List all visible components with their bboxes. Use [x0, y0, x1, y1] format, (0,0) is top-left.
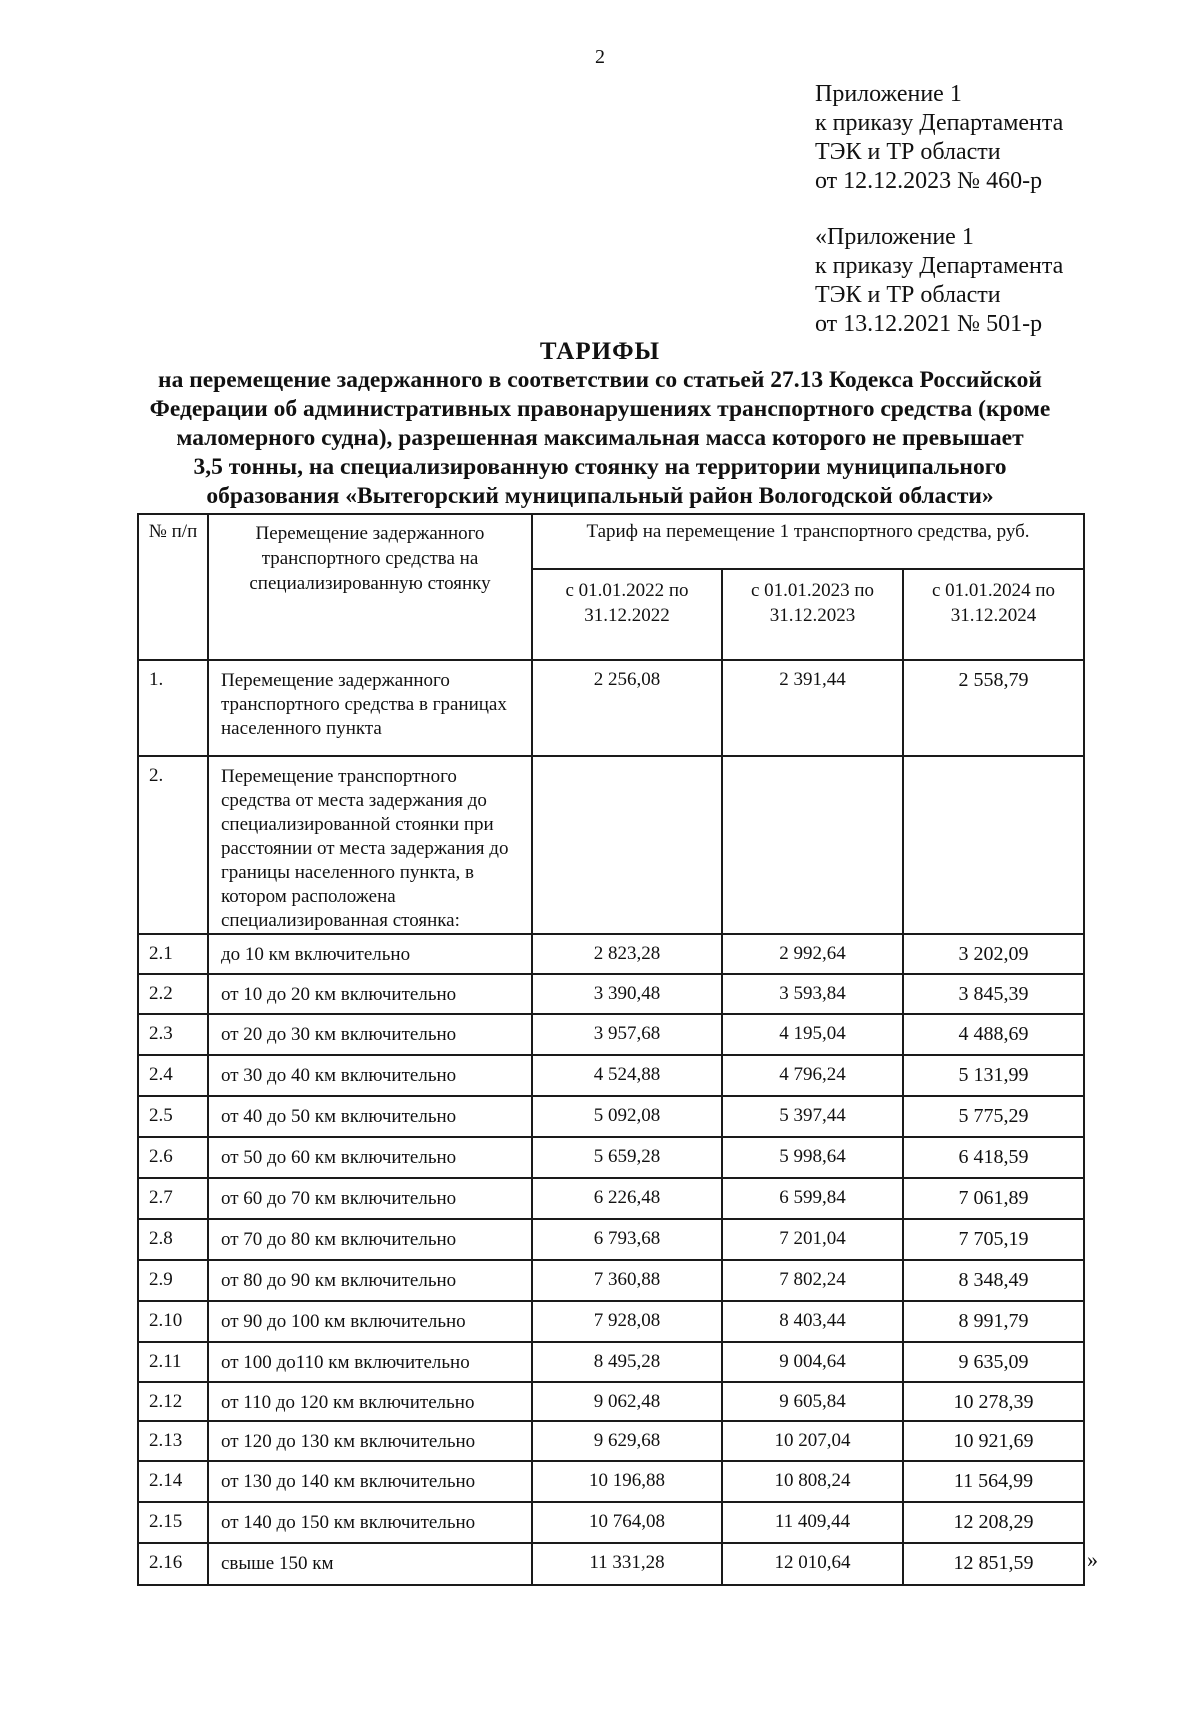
tariff-2023-cell: 9 004,64: [722, 1342, 903, 1382]
row-num-cell: 2.3: [138, 1014, 208, 1055]
tariff-2024-cell: 8 348,49: [903, 1260, 1084, 1301]
appendix-line: ТЭК и ТР области: [815, 282, 1001, 308]
row-description-cell: от 10 до 20 км включительно: [208, 974, 532, 1014]
tariff-2023-cell: 2 391,44: [722, 660, 903, 756]
row-num-cell: 2.8: [138, 1219, 208, 1260]
document-title: ТАРИФЫ: [539, 338, 661, 365]
tariff-2024-cell: 12 208,29: [903, 1502, 1084, 1543]
row-description-cell: от 40 до 50 км включительно: [208, 1096, 532, 1137]
table-row: [138, 1178, 1084, 1219]
subtitle-line: 3,5 тонны, на специализированную стоянку на территории муниципального: [193, 454, 1007, 480]
row-description-cell: от 70 до 80 км включительно: [208, 1219, 532, 1260]
row-description-cell: от 130 до 140 км включительно: [208, 1461, 532, 1502]
table-row: [138, 1219, 1084, 1260]
header-description: Перемещение задержанного транспортного средства на специализированную стоянку: [208, 514, 532, 660]
row-description-cell: Перемещение задержанного транспортного средства в границах населенного пункта: [208, 660, 532, 756]
tariff-2024-cell: 5 775,29: [903, 1096, 1084, 1137]
table-row: [138, 1502, 1084, 1543]
row-description-cell: свыше 150 км: [208, 1543, 532, 1585]
closing-quote: »: [1087, 1547, 1098, 1572]
row-description-cell: от 120 до 130 км включительно: [208, 1421, 532, 1461]
table-row: [138, 1543, 1084, 1585]
tariff-2022-cell: 10 196,88: [532, 1461, 722, 1502]
tariff-2024-cell: 12 851,59: [903, 1543, 1084, 1585]
tariff-2023-cell: 10 808,24: [722, 1461, 903, 1502]
appendix-line: «Приложение 1: [815, 224, 974, 250]
row-num-cell: 2.11: [138, 1342, 208, 1382]
row-description-cell: от 60 до 70 км включительно: [208, 1178, 532, 1219]
document-subtitle: [120, 366, 1080, 511]
row-num-cell: 2.4: [138, 1055, 208, 1096]
row-num-cell: 2.6: [138, 1137, 208, 1178]
table-row: [138, 934, 1084, 974]
tariff-2022-cell: 8 495,28: [532, 1342, 722, 1382]
tariff-2023-cell: 7 201,04: [722, 1219, 903, 1260]
tariff-2023-cell: [722, 756, 903, 934]
table-row: [138, 756, 1084, 934]
table-row: [138, 1260, 1084, 1301]
row-num-cell: 2.15: [138, 1502, 208, 1543]
table-row: [138, 1382, 1084, 1421]
header-period-2024: с 01.01.2024 по 31.12.2024: [903, 569, 1084, 660]
row-num-cell: 1.: [138, 660, 208, 756]
row-description-cell: от 80 до 90 км включительно: [208, 1260, 532, 1301]
tariff-2024-cell: 9 635,09: [903, 1342, 1084, 1382]
appendix-previous: [815, 223, 1175, 339]
tariff-2023-cell: 4 195,04: [722, 1014, 903, 1055]
tariff-2023-cell: 10 207,04: [722, 1421, 903, 1461]
tariff-2023-cell: 6 599,84: [722, 1178, 903, 1219]
table-row: [138, 1137, 1084, 1178]
tariff-2022-cell: 7 360,88: [532, 1260, 722, 1301]
subtitle-line: образования «Вытегорский муниципальный район Вологодской области»: [206, 483, 994, 509]
row-description-cell: до 10 км включительно: [208, 934, 532, 974]
tariff-2022-cell: 11 331,28: [532, 1543, 722, 1585]
tariff-2022-cell: 7 928,08: [532, 1301, 722, 1342]
row-num-cell: 2.13: [138, 1421, 208, 1461]
row-num-cell: 2.16: [138, 1543, 208, 1585]
tariff-2023-cell: 4 796,24: [722, 1055, 903, 1096]
table-row: [138, 1014, 1084, 1055]
tariff-2024-cell: 5 131,99: [903, 1055, 1084, 1096]
row-num-cell: 2.2: [138, 974, 208, 1014]
tariff-2023-cell: 8 403,44: [722, 1301, 903, 1342]
tariff-2024-cell: [903, 756, 1084, 934]
tariff-2022-cell: 2 256,08: [532, 660, 722, 756]
row-description-cell: от 90 до 100 км включительно: [208, 1301, 532, 1342]
header-num: № п/п: [138, 514, 208, 660]
tariff-2022-cell: 5 092,08: [532, 1096, 722, 1137]
tariff-2024-cell: 4 488,69: [903, 1014, 1084, 1055]
table-row: [138, 974, 1084, 1014]
table-row: [138, 1342, 1084, 1382]
tariff-2022-cell: 4 524,88: [532, 1055, 722, 1096]
tariff-2024-cell: 10 278,39: [903, 1382, 1084, 1421]
row-description-cell: от 20 до 30 км включительно: [208, 1014, 532, 1055]
tariff-2023-cell: 7 802,24: [722, 1260, 903, 1301]
tariff-2024-cell: 3 202,09: [903, 934, 1084, 974]
table-row: [138, 1301, 1084, 1342]
row-num-cell: 2.10: [138, 1301, 208, 1342]
tariff-2023-cell: 9 605,84: [722, 1382, 903, 1421]
row-num-cell: 2.12: [138, 1382, 208, 1421]
table-row: [138, 660, 1084, 756]
subtitle-line: Федерации об административных правонарушениях транспортного средства (кроме: [149, 396, 1051, 422]
tariff-2024-cell: 8 991,79: [903, 1301, 1084, 1342]
row-num-cell: 2.1: [138, 934, 208, 974]
appendix-current: [815, 80, 1175, 196]
row-description-cell: от 50 до 60 км включительно: [208, 1137, 532, 1178]
tariff-2024-cell: 3 845,39: [903, 974, 1084, 1014]
appendix-line: от 13.12.2021 № 501-р: [815, 311, 1043, 337]
header-tariff-group: Тариф на перемещение 1 транспортного средства, руб.: [532, 514, 1084, 569]
row-num-cell: 2.5: [138, 1096, 208, 1137]
row-num-cell: 2.14: [138, 1461, 208, 1502]
page-number: 2: [595, 46, 605, 68]
row-description-cell: от 100 до110 км включительно: [208, 1342, 532, 1382]
row-description-cell: от 30 до 40 км включительно: [208, 1055, 532, 1096]
table-row: [138, 1096, 1084, 1137]
row-description-cell: от 140 до 150 км включительно: [208, 1502, 532, 1543]
tariff-2022-cell: 9 062,48: [532, 1382, 722, 1421]
subtitle-line: на перемещение задержанного в соответствии со статьей 27.13 Кодекса Российской: [158, 367, 1042, 393]
tariff-2024-cell: 2 558,79: [903, 660, 1084, 756]
row-num-cell: 2.: [138, 756, 208, 934]
row-num-cell: 2.7: [138, 1178, 208, 1219]
tariff-2022-cell: 5 659,28: [532, 1137, 722, 1178]
tariff-2023-cell: 5 397,44: [722, 1096, 903, 1137]
table-row: [138, 1421, 1084, 1461]
tariff-2023-cell: 3 593,84: [722, 974, 903, 1014]
tariff-2024-cell: 7 061,89: [903, 1178, 1084, 1219]
tariff-2024-cell: 10 921,69: [903, 1421, 1084, 1461]
tariff-2022-cell: [532, 756, 722, 934]
tariff-2022-cell: 2 823,28: [532, 934, 722, 974]
header-period-2022: с 01.01.2022 по 31.12.2022: [532, 569, 722, 660]
appendix-line: к приказу Департамента: [815, 253, 1064, 279]
tariff-2022-cell: 6 793,68: [532, 1219, 722, 1260]
row-num-cell: 2.9: [138, 1260, 208, 1301]
tariff-2022-cell: 9 629,68: [532, 1421, 722, 1461]
appendix-line: ТЭК и ТР области: [815, 139, 1001, 165]
table-row: [138, 1461, 1084, 1502]
header-period-2023: с 01.01.2023 по 31.12.2023: [722, 569, 903, 660]
table-body: [138, 660, 1084, 1585]
tariff-2023-cell: 2 992,64: [722, 934, 903, 974]
row-description-cell: Перемещение транспортного средства от места задержания до специализированной стоянки при расстоянии от места задержания до границы населенного пункта, в котором расположена специализированная стоянка:: [208, 756, 532, 934]
tariff-2023-cell: 12 010,64: [722, 1543, 903, 1585]
appendix-line: от 12.12.2023 № 460-р: [815, 168, 1043, 194]
tariff-2024-cell: 11 564,99: [903, 1461, 1084, 1502]
tariff-2024-cell: 6 418,59: [903, 1137, 1084, 1178]
tariff-2023-cell: 5 998,64: [722, 1137, 903, 1178]
row-description-cell: от 110 до 120 км включительно: [208, 1382, 532, 1421]
tariffs-table: [137, 513, 1085, 1586]
tariff-2022-cell: 3 390,48: [532, 974, 722, 1014]
tariff-2022-cell: 3 957,68: [532, 1014, 722, 1055]
tariff-2024-cell: 7 705,19: [903, 1219, 1084, 1260]
subtitle-line: маломерного судна), разрешенная максимальная масса которого не превышает: [176, 425, 1024, 451]
appendix-line: к приказу Департамента: [815, 110, 1064, 136]
tariff-2022-cell: 10 764,08: [532, 1502, 722, 1543]
table-row: [138, 1055, 1084, 1096]
tariff-2022-cell: 6 226,48: [532, 1178, 722, 1219]
tariff-2023-cell: 11 409,44: [722, 1502, 903, 1543]
appendix-line: Приложение 1: [815, 81, 962, 107]
